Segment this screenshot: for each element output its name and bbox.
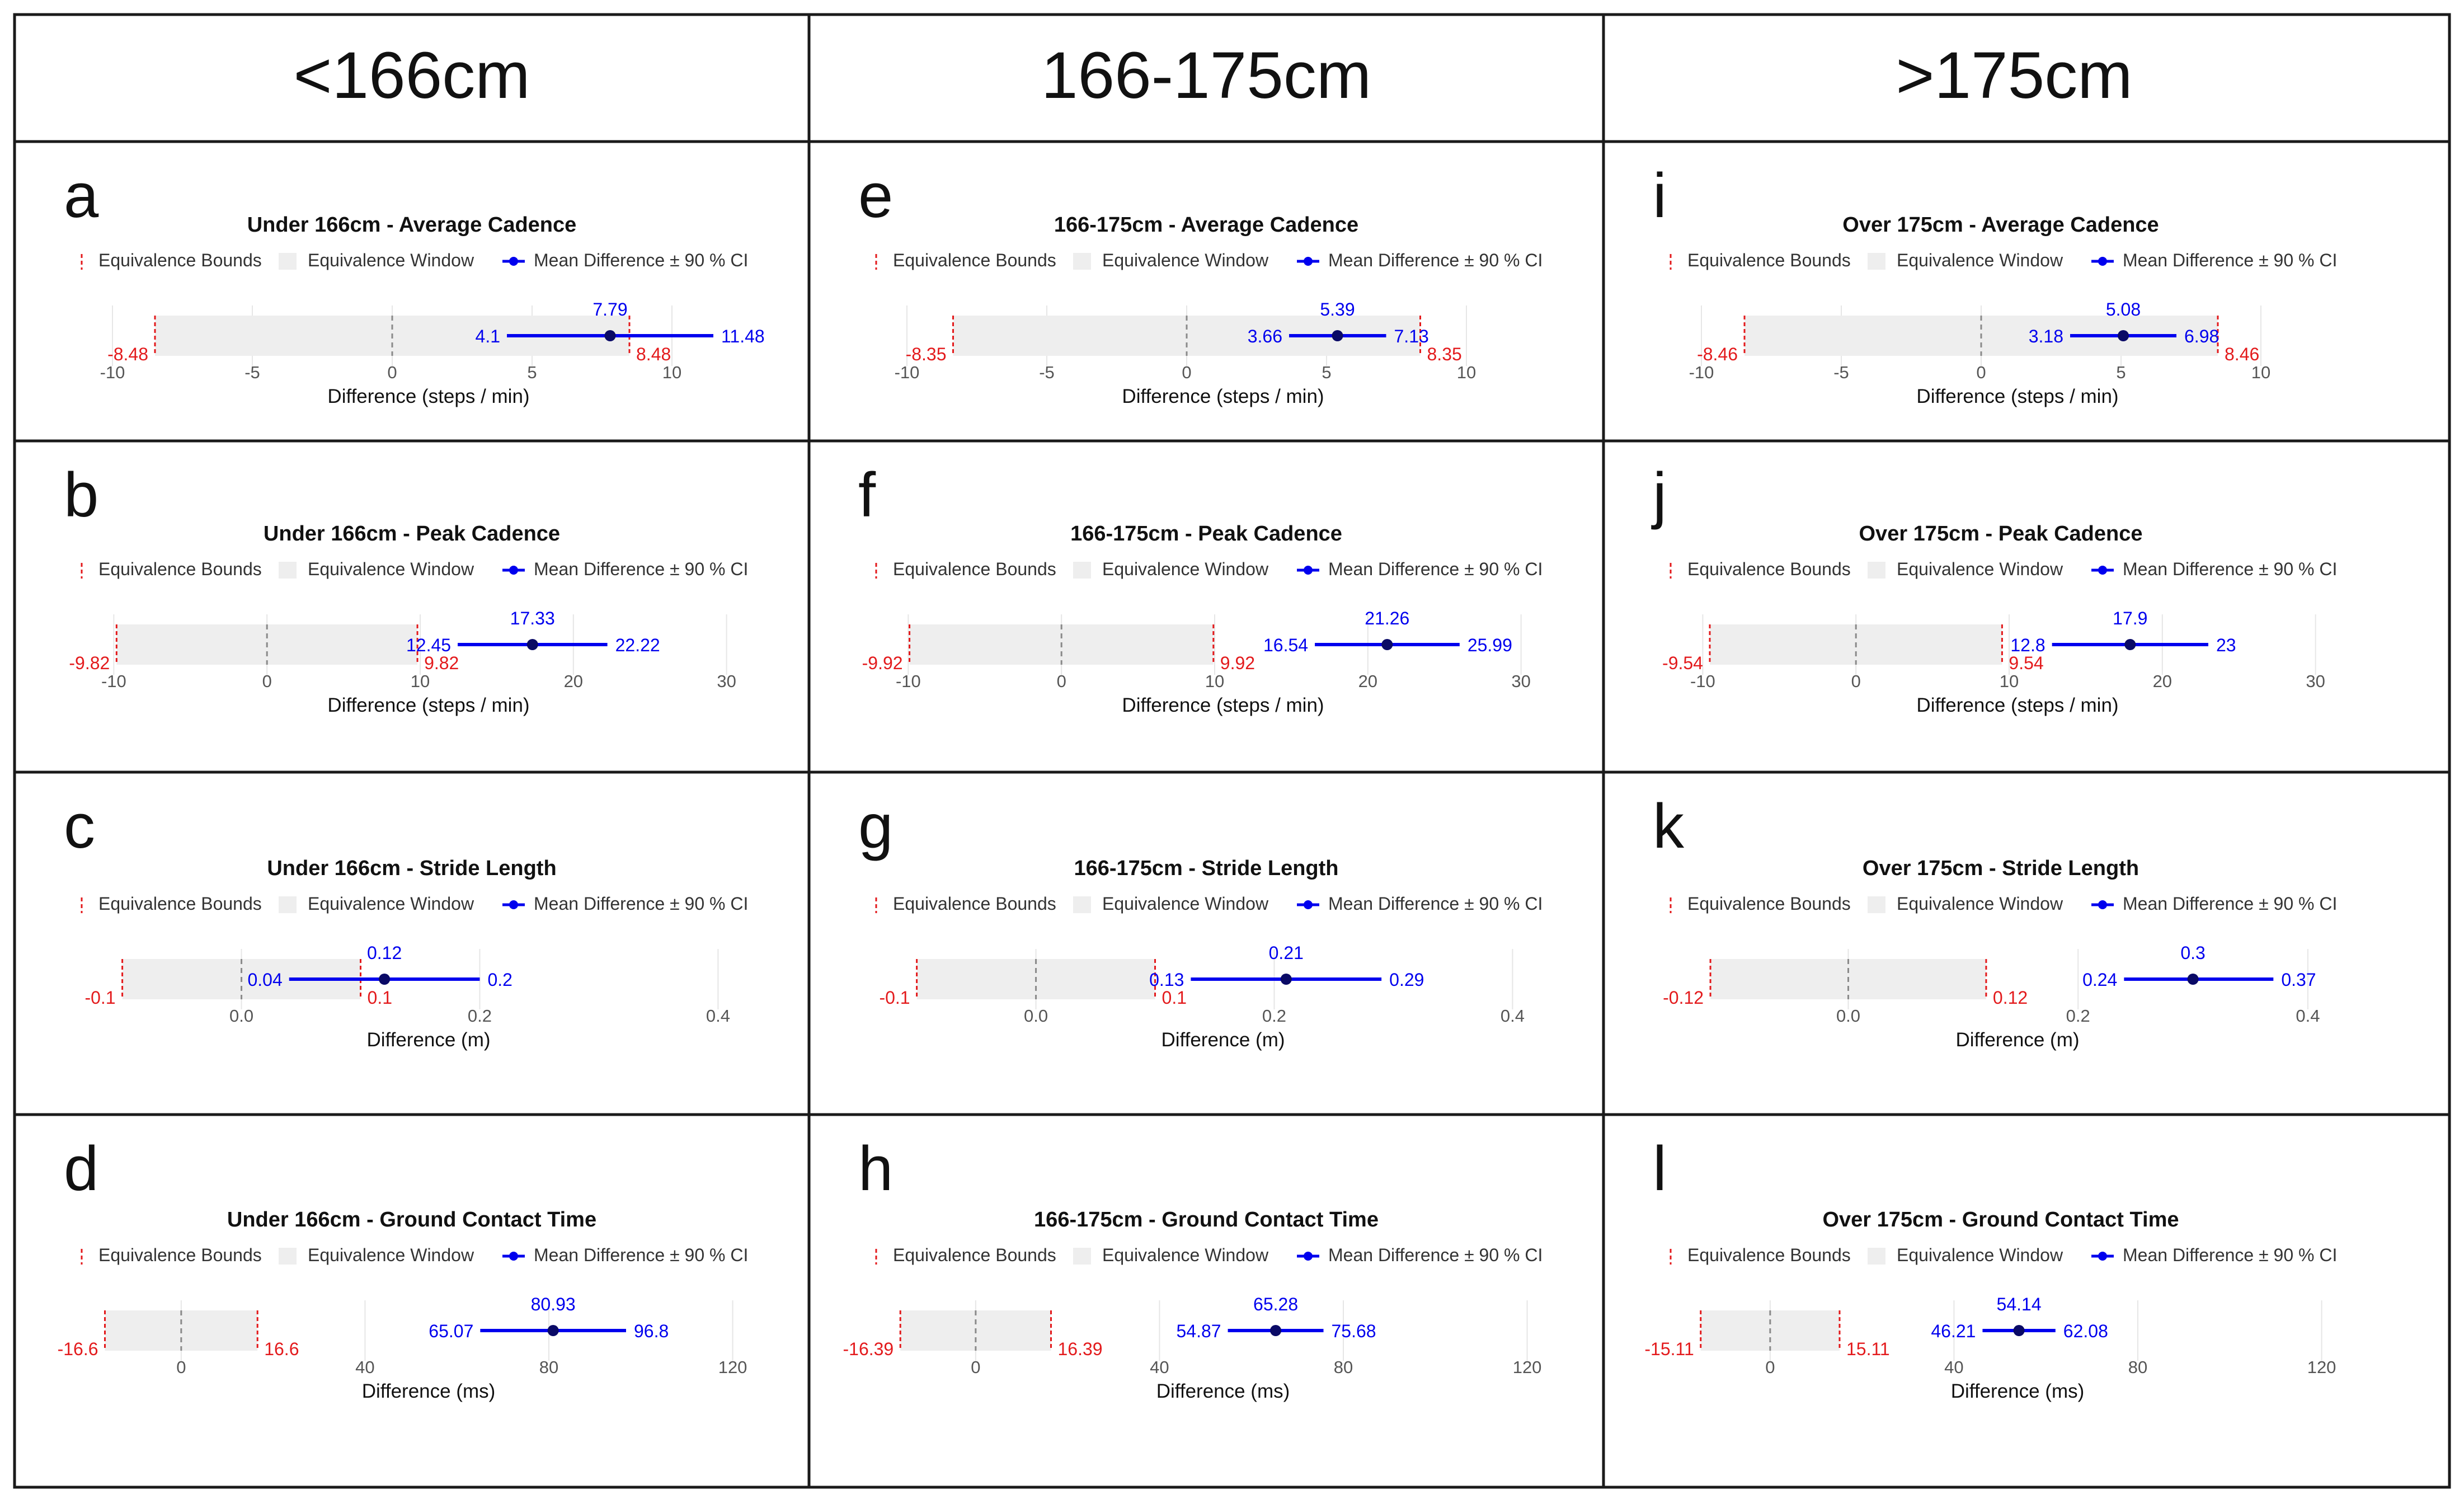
legend-bounds-label: Equivalence Bounds <box>893 250 1056 270</box>
legend-window-swatch <box>1073 562 1091 579</box>
mean-point <box>2118 330 2129 341</box>
ci-high-label: 0.37 <box>2281 970 2316 990</box>
ci-high-label: 0.2 <box>487 970 512 990</box>
mean-label: 0.12 <box>366 943 402 963</box>
lower-bound-label: -15.11 <box>1644 1339 1694 1359</box>
mean-label: 54.14 <box>1996 1294 2042 1314</box>
x-axis-label: Difference (steps / min) <box>1122 386 1324 407</box>
mean-point <box>1281 974 1292 985</box>
legend-window-swatch <box>279 896 297 913</box>
mean-point <box>605 330 616 341</box>
x-tick-label: 5 <box>527 363 537 382</box>
legend-mean-dot <box>2098 1252 2107 1261</box>
panel-letter: b <box>64 460 99 530</box>
panel-letter: h <box>858 1134 894 1204</box>
column-header-tall: >175cm <box>1896 39 2133 112</box>
mean-label: 5.39 <box>1320 299 1355 319</box>
legend-mean-dot <box>1304 257 1313 266</box>
upper-bound-label: 9.82 <box>424 653 459 673</box>
x-tick-label: 0 <box>262 671 272 691</box>
legend-mean-dot <box>1304 566 1313 575</box>
upper-bound-label: 8.48 <box>636 344 671 364</box>
ci-low-label: 0.24 <box>2082 970 2118 990</box>
x-axis-label: Difference (ms) <box>1156 1380 1290 1402</box>
legend-mean-dot <box>2098 566 2107 575</box>
lower-bound-label: -16.6 <box>57 1339 98 1359</box>
x-tick-label: 120 <box>2307 1357 2336 1377</box>
column-header-medium: 166-175cm <box>1041 39 1372 112</box>
mean-point <box>527 639 538 650</box>
legend-mean-label: Mean Difference ± 90 % CI <box>1328 559 1543 579</box>
lower-bound-label: -16.39 <box>843 1339 894 1359</box>
lower-bound-label: -8.46 <box>1697 344 1738 364</box>
legend-mean-dot <box>2098 900 2107 909</box>
mean-point <box>379 974 390 985</box>
ci-low-label: 16.54 <box>1263 635 1309 655</box>
legend-mean-dot <box>1304 900 1313 909</box>
ci-low-label: 12.8 <box>2010 635 2046 655</box>
x-tick-label: 80 <box>2128 1357 2148 1377</box>
x-tick-label: 10 <box>1999 671 2019 691</box>
x-tick-label: 0.0 <box>1024 1006 1048 1026</box>
upper-bound-label: 0.12 <box>1992 988 2028 1008</box>
lower-bound-label: -8.48 <box>107 344 148 364</box>
x-tick-label: 0.4 <box>1500 1006 1525 1026</box>
lower-bound-label: -9.82 <box>69 653 110 673</box>
legend-window-swatch <box>1073 1248 1091 1265</box>
x-tick-label: 20 <box>563 671 584 691</box>
chart-title: 166-175cm - Peak Cadence <box>1070 522 1342 546</box>
ci-high-label: 25.99 <box>1467 635 1512 655</box>
legend-bounds-label: Equivalence Bounds <box>1687 559 1851 579</box>
legend-window-swatch <box>1073 896 1091 913</box>
panel-letter: d <box>64 1134 99 1204</box>
ci-high-label: 75.68 <box>1331 1321 1376 1341</box>
legend-window-label: Equivalence Window <box>1102 559 1269 579</box>
column-header-short: <166cm <box>293 39 530 112</box>
x-tick-label: -5 <box>1833 363 1849 382</box>
x-tick-label: 80 <box>1333 1357 1353 1377</box>
mean-label: 0.3 <box>2180 943 2206 963</box>
mean-point <box>548 1325 559 1336</box>
ci-high-label: 6.98 <box>2184 326 2220 346</box>
chart-title: 166-175cm - Average Cadence <box>1054 213 1359 237</box>
chart-legend <box>82 250 748 270</box>
legend-window-label: Equivalence Window <box>1897 894 2063 914</box>
x-tick-label: -5 <box>1039 363 1055 382</box>
x-tick-label: 5 <box>1322 363 1332 382</box>
legend-mean-label: Mean Difference ± 90 % CI <box>2123 250 2338 270</box>
x-tick-label: -10 <box>1689 363 1714 382</box>
x-axis-label: Difference (m) <box>1955 1029 2080 1051</box>
x-tick-label: 30 <box>2306 671 2325 691</box>
lower-bound-label: -8.35 <box>905 344 947 364</box>
mean-label: 17.9 <box>2113 608 2148 628</box>
x-axis-label: Difference (steps / min) <box>327 386 530 407</box>
x-tick-label: 30 <box>1511 671 1531 691</box>
x-axis-label: Difference (ms) <box>361 1380 496 1402</box>
x-tick-label: -10 <box>894 363 920 382</box>
legend-bounds-label: Equivalence Bounds <box>1687 250 1851 270</box>
lower-bound-label: -9.54 <box>1662 653 1703 673</box>
ci-low-label: 54.87 <box>1176 1321 1221 1341</box>
x-tick-label: 120 <box>1512 1357 1542 1377</box>
legend-mean-label: Mean Difference ± 90 % CI <box>534 894 749 914</box>
panel-letter: a <box>64 161 99 231</box>
mean-label: 65.28 <box>1253 1294 1299 1314</box>
chart-legend <box>876 1245 1543 1265</box>
x-tick-label: -10 <box>1690 671 1715 691</box>
x-axis-label: Difference (steps / min) <box>1122 694 1324 716</box>
chart-legend <box>1671 894 2337 914</box>
legend-mean-label: Mean Difference ± 90 % CI <box>2123 894 2338 914</box>
chart-title: Under 166cm - Peak Cadence <box>263 522 561 546</box>
panel-letter: j <box>1653 460 1667 530</box>
legend-bounds-label: Equivalence Bounds <box>98 250 262 270</box>
x-tick-label: 80 <box>539 1357 559 1377</box>
x-tick-label: 0.4 <box>2296 1006 2320 1026</box>
lower-bound-label: -9.92 <box>862 653 903 673</box>
chart-legend <box>876 559 1543 579</box>
x-tick-label: 0 <box>1056 671 1066 691</box>
legend-bounds-label: Equivalence Bounds <box>893 894 1056 914</box>
legend-mean-label: Mean Difference ± 90 % CI <box>1328 250 1543 270</box>
chart-legend <box>1671 250 2337 270</box>
panel-letter: i <box>1653 161 1667 231</box>
x-tick-label: 0.0 <box>229 1006 254 1026</box>
legend-window-swatch <box>279 253 297 270</box>
legend-mean-label: Mean Difference ± 90 % CI <box>2123 1245 2338 1265</box>
ci-low-label: 0.04 <box>247 970 283 990</box>
ci-high-label: 7.13 <box>1394 326 1429 346</box>
x-tick-label: 5 <box>2116 363 2126 382</box>
mean-point <box>2014 1325 2025 1336</box>
upper-bound-label: 16.6 <box>264 1339 299 1359</box>
legend-window-label: Equivalence Window <box>1897 559 2063 579</box>
mean-label: 17.33 <box>510 608 555 628</box>
legend-window-swatch <box>1868 562 1885 579</box>
legend-window-label: Equivalence Window <box>308 1245 474 1265</box>
legend-mean-dot <box>2098 257 2107 266</box>
x-tick-label: 0.2 <box>2066 1006 2090 1026</box>
ci-low-label: 4.1 <box>475 326 500 346</box>
legend-window-swatch <box>279 1248 297 1265</box>
legend-bounds-label: Equivalence Bounds <box>98 894 262 914</box>
ci-low-label: 46.21 <box>1931 1321 1976 1341</box>
chart-title: 166-175cm - Ground Contact Time <box>1034 1208 1379 1232</box>
mean-label: 21.26 <box>1365 608 1410 628</box>
mean-label: 0.21 <box>1268 943 1304 963</box>
x-tick-label: 30 <box>717 671 736 691</box>
x-tick-label: 0 <box>1182 363 1192 382</box>
x-tick-label: 10 <box>1205 671 1225 691</box>
legend-mean-dot <box>509 257 518 266</box>
x-tick-label: -10 <box>100 363 125 382</box>
legend-mean-dot <box>1304 1252 1313 1261</box>
legend-window-swatch <box>1073 253 1091 270</box>
x-axis-label: Difference (steps / min) <box>1916 694 2119 716</box>
legend-window-label: Equivalence Window <box>1102 1245 1269 1265</box>
x-tick-label: 10 <box>2251 363 2271 382</box>
chart-legend <box>1671 1245 2337 1265</box>
x-tick-label: -10 <box>101 671 126 691</box>
upper-bound-label: 8.46 <box>2225 344 2260 364</box>
chart-title: Under 166cm - Ground Contact Time <box>227 1208 597 1232</box>
x-tick-label: 20 <box>1358 671 1378 691</box>
legend-mean-label: Mean Difference ± 90 % CI <box>1328 1245 1543 1265</box>
legend-window-label: Equivalence Window <box>308 250 474 270</box>
x-tick-label: 0 <box>387 363 397 382</box>
ci-high-label: 96.8 <box>634 1321 669 1341</box>
x-tick-label: 0 <box>971 1357 981 1377</box>
legend-window-label: Equivalence Window <box>308 559 474 579</box>
x-tick-label: 0.2 <box>1262 1006 1287 1026</box>
x-tick-label: 0.0 <box>1836 1006 1861 1026</box>
chart-title: Over 175cm - Stride Length <box>1862 857 2139 880</box>
ci-high-label: 22.22 <box>615 635 660 655</box>
legend-bounds-label: Equivalence Bounds <box>1687 894 1851 914</box>
legend-bounds-label: Equivalence Bounds <box>893 1245 1056 1265</box>
chart-legend <box>82 559 748 579</box>
upper-bound-label: 0.1 <box>367 988 393 1008</box>
legend-mean-dot <box>509 1252 518 1261</box>
legend-mean-label: Mean Difference ± 90 % CI <box>534 250 749 270</box>
panel-letter: f <box>858 460 876 530</box>
mean-point <box>1270 1325 1281 1336</box>
mean-point <box>2124 639 2136 650</box>
x-tick-label: 40 <box>355 1357 375 1377</box>
mean-point <box>1381 639 1393 650</box>
lower-bound-label: -0.1 <box>879 988 910 1008</box>
ci-high-label: 11.48 <box>721 326 765 346</box>
x-tick-label: 0.4 <box>706 1006 730 1026</box>
x-tick-label: 120 <box>718 1357 747 1377</box>
panel-letter: g <box>858 791 894 861</box>
chart-legend <box>82 894 748 914</box>
mean-point <box>1332 330 1343 341</box>
ci-low-label: 3.18 <box>2028 326 2063 346</box>
chart-legend <box>1671 559 2337 579</box>
legend-window-label: Equivalence Window <box>1102 894 1269 914</box>
legend-window-swatch <box>1868 1248 1885 1265</box>
x-tick-label: 40 <box>1150 1357 1169 1377</box>
x-tick-label: 10 <box>662 363 682 382</box>
chart-legend <box>82 1245 748 1265</box>
mean-label: 5.08 <box>2105 299 2141 319</box>
legend-window-label: Equivalence Window <box>308 894 474 914</box>
x-axis-label: Difference (ms) <box>1950 1380 2085 1402</box>
x-tick-label: 10 <box>1456 363 1476 382</box>
legend-bounds-label: Equivalence Bounds <box>98 1245 262 1265</box>
legend-bounds-label: Equivalence Bounds <box>98 559 262 579</box>
upper-bound-label: 15.11 <box>1846 1339 1890 1359</box>
legend-mean-label: Mean Difference ± 90 % CI <box>1328 894 1543 914</box>
chart-title: Over 175cm - Peak Cadence <box>1859 522 2143 546</box>
panel-letter: k <box>1653 791 1684 861</box>
legend-bounds-label: Equivalence Bounds <box>893 559 1056 579</box>
x-tick-label: 0 <box>1976 363 1986 382</box>
x-tick-label: 0 <box>1765 1357 1775 1377</box>
mean-point <box>2188 974 2199 985</box>
chart-title: 166-175cm - Stride Length <box>1074 857 1339 880</box>
upper-bound-label: 8.35 <box>1427 344 1462 364</box>
x-tick-label: -5 <box>244 363 260 382</box>
x-tick-label: 10 <box>410 671 430 691</box>
lower-bound-label: -0.12 <box>1663 988 1704 1008</box>
ci-high-label: 23 <box>2216 635 2236 655</box>
x-tick-label: 20 <box>2152 671 2173 691</box>
legend-mean-dot <box>509 900 518 909</box>
upper-bound-label: 0.1 <box>1162 988 1187 1008</box>
legend-window-label: Equivalence Window <box>1897 250 2063 270</box>
legend-window-swatch <box>1868 253 1885 270</box>
chart-title: Under 166cm - Stride Length <box>267 857 557 880</box>
legend-mean-dot <box>509 566 518 575</box>
chart-legend <box>876 894 1543 914</box>
x-axis-label: Difference (steps / min) <box>1916 386 2119 407</box>
chart-legend <box>876 250 1543 270</box>
x-tick-label: -10 <box>895 671 921 691</box>
panel-letter: l <box>1653 1134 1667 1204</box>
x-tick-label: 0.2 <box>467 1006 492 1026</box>
mean-label: 80.93 <box>530 1294 576 1314</box>
legend-window-swatch <box>1868 896 1885 913</box>
ci-low-label: 12.45 <box>406 635 452 655</box>
x-axis-label: Difference (m) <box>1161 1029 1285 1051</box>
lower-bound-label: -0.1 <box>84 988 116 1008</box>
legend-mean-label: Mean Difference ± 90 % CI <box>534 559 749 579</box>
panel-letter: e <box>858 161 894 231</box>
legend-bounds-label: Equivalence Bounds <box>1687 1245 1851 1265</box>
chart-title: Over 175cm - Ground Contact Time <box>1822 1208 2179 1232</box>
upper-bound-label: 16.39 <box>1057 1339 1103 1359</box>
upper-bound-label: 9.92 <box>1220 653 1255 673</box>
ci-low-label: 65.07 <box>429 1321 474 1341</box>
mean-label: 7.79 <box>593 299 628 319</box>
x-tick-label: 0 <box>1851 671 1861 691</box>
legend-window-swatch <box>279 562 297 579</box>
upper-bound-label: 9.54 <box>2009 653 2044 673</box>
panel-letter: c <box>64 791 95 861</box>
chart-title: Under 166cm - Average Cadence <box>247 213 577 237</box>
x-axis-label: Difference (steps / min) <box>327 694 530 716</box>
chart-title: Over 175cm - Average Cadence <box>1842 213 2159 237</box>
x-tick-label: 40 <box>1944 1357 1964 1377</box>
legend-window-label: Equivalence Window <box>1897 1245 2063 1265</box>
x-tick-label: 0 <box>176 1357 186 1377</box>
legend-window-label: Equivalence Window <box>1102 250 1269 270</box>
x-axis-label: Difference (m) <box>366 1029 491 1051</box>
legend-mean-label: Mean Difference ± 90 % CI <box>534 1245 749 1265</box>
ci-low-label: 3.66 <box>1247 326 1282 346</box>
ci-high-label: 62.08 <box>2063 1321 2108 1341</box>
legend-mean-label: Mean Difference ± 90 % CI <box>2123 559 2338 579</box>
ci-high-label: 0.29 <box>1389 970 1424 990</box>
ci-low-label: 0.13 <box>1149 970 1184 990</box>
